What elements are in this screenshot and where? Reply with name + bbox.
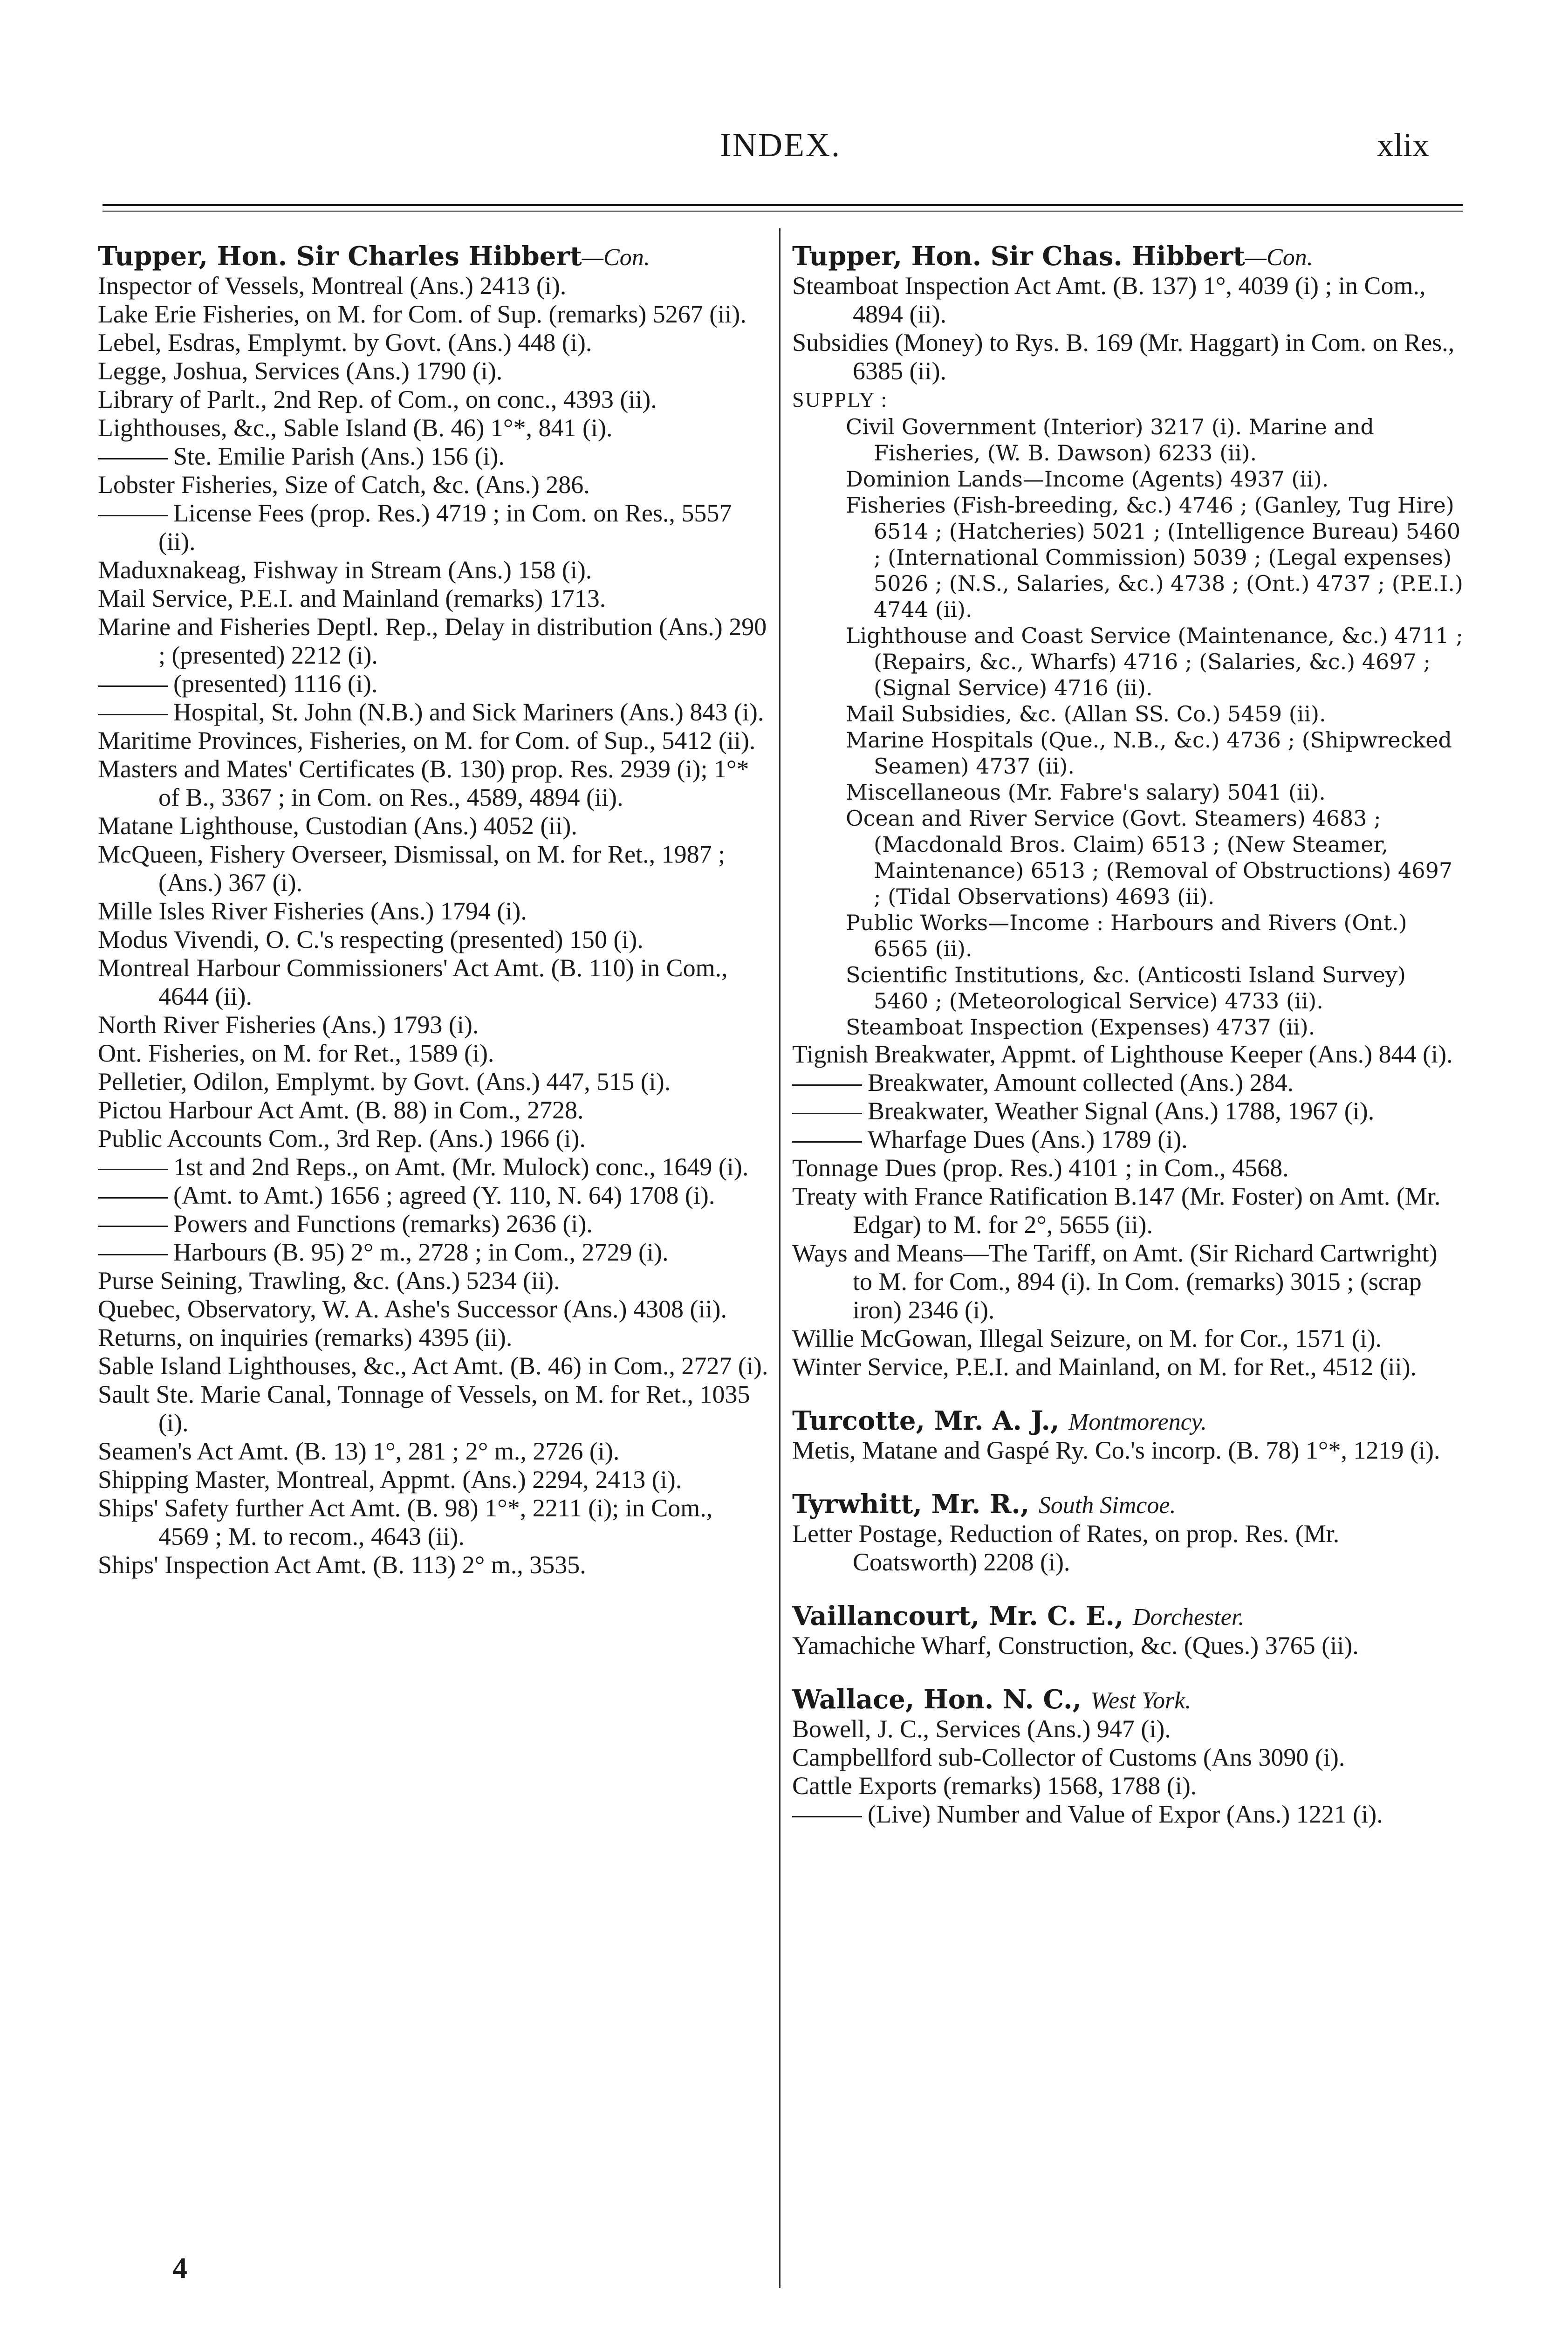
index-entry: Lighthouses, &c., Sable Island (B. 46) 1°*, 841 (i). [98,414,613,442]
ditto-dash [98,458,168,459]
index-entry: Quebec, Observatory, W. A. Ashe's Successor (Ans.) 4308 (ii). [98,1295,727,1323]
index-entry: Treaty with France Ratification B.147 (Mr. Foster) on Amt. (Mr. Edgar) to M. for 2°, 5655 (ii). [792,1182,1441,1239]
index-entry: Sault Ste. Marie Canal, Tonnage of Vessels, on M. for Ret., 1035 (i). [98,1380,750,1437]
member-heading: Tupper, Hon. Sir Chas. Hibbert—Con. [792,241,1313,272]
index-subentry: Breakwater, Weather Signal (Ans.) 1788, 1967 (i). [792,1097,1463,1125]
index-subentry: (Amt. to Amt.) 1656 ; agreed (Y. 110, N. 64) 1708 (i). [98,1181,769,1210]
header-rule-thin [103,211,1463,212]
ditto-dash [98,685,168,687]
index-entry: Marine and Fisheries Deptl. Rep., Delay in distribution (Ans.) 290 ; (presented) 2212 (i). [98,613,767,669]
index-entry: Library of Parlt., 2nd Rep. of Com., on conc., 4393 (ii). [98,385,657,413]
index-entry: Lebel, Esdras, Emplymt. by Govt. (Ans.) 448 (i). [98,329,592,356]
index-entry: Metis, Matane and Gaspé Ry. Co.'s incorp. (B. 78) 1°*, 1219 (i). [792,1436,1440,1464]
index-entry: Sable Island Lighthouses, &c., Act Amt. (B. 46) in Com., 2727 (i). [98,1352,768,1380]
index-entry: Legge, Joshua, Services (Ans.) 1790 (i). [98,357,503,385]
header-rule [103,204,1463,206]
ditto-dash [98,1169,168,1170]
index-subentry: License Fees (prop. Res.) 4719 ; in Com. on Res., 5557 (ii). [98,499,769,556]
index-subentry: 1st and 2nd Reps., on Amt. (Mr. Mulock) conc., 1649 (i). [98,1153,769,1181]
page-number: xlix [1377,126,1430,164]
index-entry: Shipping Master, Montreal, Appmt. (Ans.) 2294, 2413 (i). [98,1466,682,1494]
index-entry: Ships' Safety further Act Amt. (B. 98) 1°*, 2211 (i); in Com., 4569 ; M. to recom., 4643 (ii). [98,1494,713,1550]
member-heading: Tupper, Hon. Sir Charles Hibbert—Con. [98,241,650,272]
index-subentry: Wharfage Dues (Ans.) 1789 (i). [792,1125,1463,1154]
index-entry: Purse Seining, Trawling, &c. (Ans.) 5234 (ii). [98,1267,560,1295]
supply-entry: Marine Hospitals (Que., N.B., &c.) 4736 ; (Shipwrecked Seamen) 4737 (ii). [846,727,1452,779]
ditto-dash [98,1197,168,1199]
index-entry: Winter Service, P.E.I. and Mainland, on M. for Ret., 4512 (ii). [792,1353,1417,1381]
index-entry: Letter Postage, Reduction of Rates, on prop. Res. (Mr. Coatsworth) 2208 (i). [792,1520,1340,1576]
index-subentry: (Live) Number and Value of Expor (Ans.) 1221 (i). [792,1800,1463,1829]
index-subentry: Ste. Emilie Parish (Ans.) 156 (i). [98,442,769,471]
index-entry: Returns, on inquiries (remarks) 4395 (ii). [98,1323,513,1351]
index-entry: Matane Lighthouse, Custodian (Ans.) 4052 (ii). [98,812,577,840]
supply-entry: Mail Subsidies, &c. (Allan SS. Co.) 5459 (ii). [846,701,1326,726]
ditto-dash [792,1113,862,1114]
index-entry: Public Accounts Com., 3rd Rep. (Ans.) 1966 (i). [98,1124,586,1152]
index-entry: Pelletier, Odilon, Emplymt. by Govt. (Ans.) 447, 515 (i). [98,1068,671,1096]
index-subentry: Harbours (B. 95) 2° m., 2728 ; in Com., 2729 (i). [98,1238,769,1267]
index-entry: McQueen, Fishery Overseer, Dismissal, on M. for Ret., 1987 ; (Ans.) 367 (i). [98,840,726,897]
index-entry: Pictou Harbour Act Amt. (B. 88) in Com., 2728. [98,1096,584,1124]
index-entry: Yamachiche Wharf, Construction, &c. (Ques.) 3765 (ii). [792,1631,1359,1659]
supply-label: SUPPLY : [792,388,888,411]
supply-entry: Civil Government (Interior) 3217 (i). Marine and Fisheries, (W. B. Dawson) 6233 (ii). [846,414,1374,466]
member-heading: Turcotte, Mr. A. J., Montmorency. [792,1405,1207,1436]
ditto-dash [792,1141,862,1143]
index-entry: Willie McGowan, Illegal Seizure, on M. for Cor., 1571 (i). [792,1324,1382,1352]
ditto-dash [98,1254,168,1255]
index-entry: Inspector of Vessels, Montreal (Ans.) 2413 (i). [98,272,567,300]
index-entry: Ships' Inspection Act Amt. (B. 113) 2° m., 3535. [98,1551,586,1579]
ditto-dash [792,1084,862,1086]
supply-entry: Ocean and River Service (Govt. Steamers) 4683 ; (Macdonald Bros. Claim) 6513 ; (New Steamer, Maintenance) 6513 ; (Removal of Obstructions) 4697 ; (Tidal Observations) 4693 (ii). [846,806,1453,909]
index-subentry: Powers and Functions (remarks) 2636 (i). [98,1210,769,1238]
signature-mark: 4 [172,2251,187,2284]
left-column [98,242,769,1579]
ditto-dash [98,714,168,715]
member-heading: Tyrwhitt, Mr. R., South Simcoe. [792,1489,1176,1520]
index-entry: Maduxnakeag, Fishway in Stream (Ans.) 158 (i). [98,556,592,584]
page-title: INDEX. [720,126,841,164]
index-subentry: Breakwater, Amount collected (Ans.) 284. [792,1069,1463,1097]
index-entry: Modus Vivendi, O. C.'s respecting (presented) 150 (i). [98,925,644,953]
index-entry: Campbellford sub-Collector of Customs (Ans 3090 (i). [792,1743,1345,1771]
index-entry: Lake Erie Fisheries, on M. for Com. of Sup. (remarks) 5267 (ii). [98,300,746,328]
index-entry: Masters and Mates' Certificates (B. 130) prop. Res. 2939 (i); 1°* of B., 3367 ; in Com. on Res., 4589, 4894 (ii). [98,755,749,811]
index-entry: Subsidies (Money) to Rys. B. 169 (Mr. Haggart) in Com. on Res., 6385 (ii). [792,329,1455,385]
index-entry: Lobster Fisheries, Size of Catch, &c. (Ans.) 286. [98,471,590,499]
page-header [0,126,1568,182]
supply-entry: Fisheries (Fish-breeding, &c.) 4746 ; (Ganley, Tug Hire) 6514 ; (Hatcheries) 5021 ; (Intelligence Bureau) 5460 ; (International Commission) 5039 ; (Legal expenses) 5026 ; (N.S., Salaries, &c.) 4738 ; (Ont.) 4737 ; (P.E.I.) 4744 (ii). [846,493,1463,622]
index-entry: Tignish Breakwater, Appmt. of Lighthouse Keeper (Ans.) 844 (i). [792,1040,1453,1068]
supply-entry: Miscellaneous (Mr. Fabre's salary) 5041 (ii). [846,780,1326,805]
index-subentry: (presented) 1116 (i). [98,670,769,698]
ditto-dash [98,515,168,516]
column-divider [779,228,781,2288]
index-subentry: Hospital, St. John (N.B.) and Sick Mariners (Ans.) 843 (i). [98,698,769,726]
supply-entry: Dominion Lands—Income (Agents) 4937 (ii). [846,466,1329,492]
member-heading: Wallace, Hon. N. C., West York. [792,1684,1191,1715]
ditto-dash [792,1816,862,1817]
supply-entry: Steamboat Inspection (Expenses) 4737 (ii). [846,1014,1315,1040]
index-entry: Bowell, J. C., Services (Ans.) 947 (i). [792,1715,1171,1743]
index-entry: Tonnage Dues (prop. Res.) 4101 ; in Com., 4568. [792,1154,1289,1182]
index-entry: Montreal Harbour Commissioners' Act Amt. (B. 110) in Com., 4644 (ii). [98,954,728,1010]
index-entry: Steamboat Inspection Act Amt. (B. 137) 1°, 4039 (i) ; in Com., 4894 (ii). [792,272,1426,328]
index-entry: Ont. Fisheries, on M. for Ret., 1589 (i). [98,1039,494,1067]
supply-entry: Public Works—Income : Harbours and Rivers (Ont.) 6565 (ii). [846,910,1407,961]
supply-entry: Lighthouse and Coast Service (Maintenance, &c.) 4711 ; (Repairs, &c., Wharfs) 4716 ; (Salaries, &c.) 4697 ; (Signal Service) 4716 (ii). [846,623,1463,700]
supply-entry: Scientific Institutions, &c. (Anticosti Island Survey) 5460 ; (Meteorological Service) 4733 (ii). [846,962,1406,1014]
index-entry: Seamen's Act Amt. (B. 13) 1°, 281 ; 2° m., 2726 (i). [98,1437,620,1465]
member-heading: Vaillancourt, Mr. C. E., Dorchester. [792,1601,1245,1631]
index-entry: Maritime Provinces, Fisheries, on M. for Com. of Sup., 5412 (ii). [98,726,756,754]
index-entry: Mille Isles River Fisheries (Ans.) 1794 (i). [98,897,527,925]
index-entry: Mail Service, P.E.I. and Mainland (remarks) 1713. [98,584,606,612]
index-entry: Cattle Exports (remarks) 1568, 1788 (i). [792,1772,1197,1800]
index-entry: Ways and Means—The Tariff, on Amt. (Sir Richard Cartwright) to M. for Com., 894 (i). In Com. (remarks) 3015 ; (scrap iron) 2346 (i). [792,1239,1438,1324]
right-column [792,242,1463,1829]
index-entry: North River Fisheries (Ans.) 1793 (i). [98,1011,479,1039]
ditto-dash [98,1226,168,1227]
